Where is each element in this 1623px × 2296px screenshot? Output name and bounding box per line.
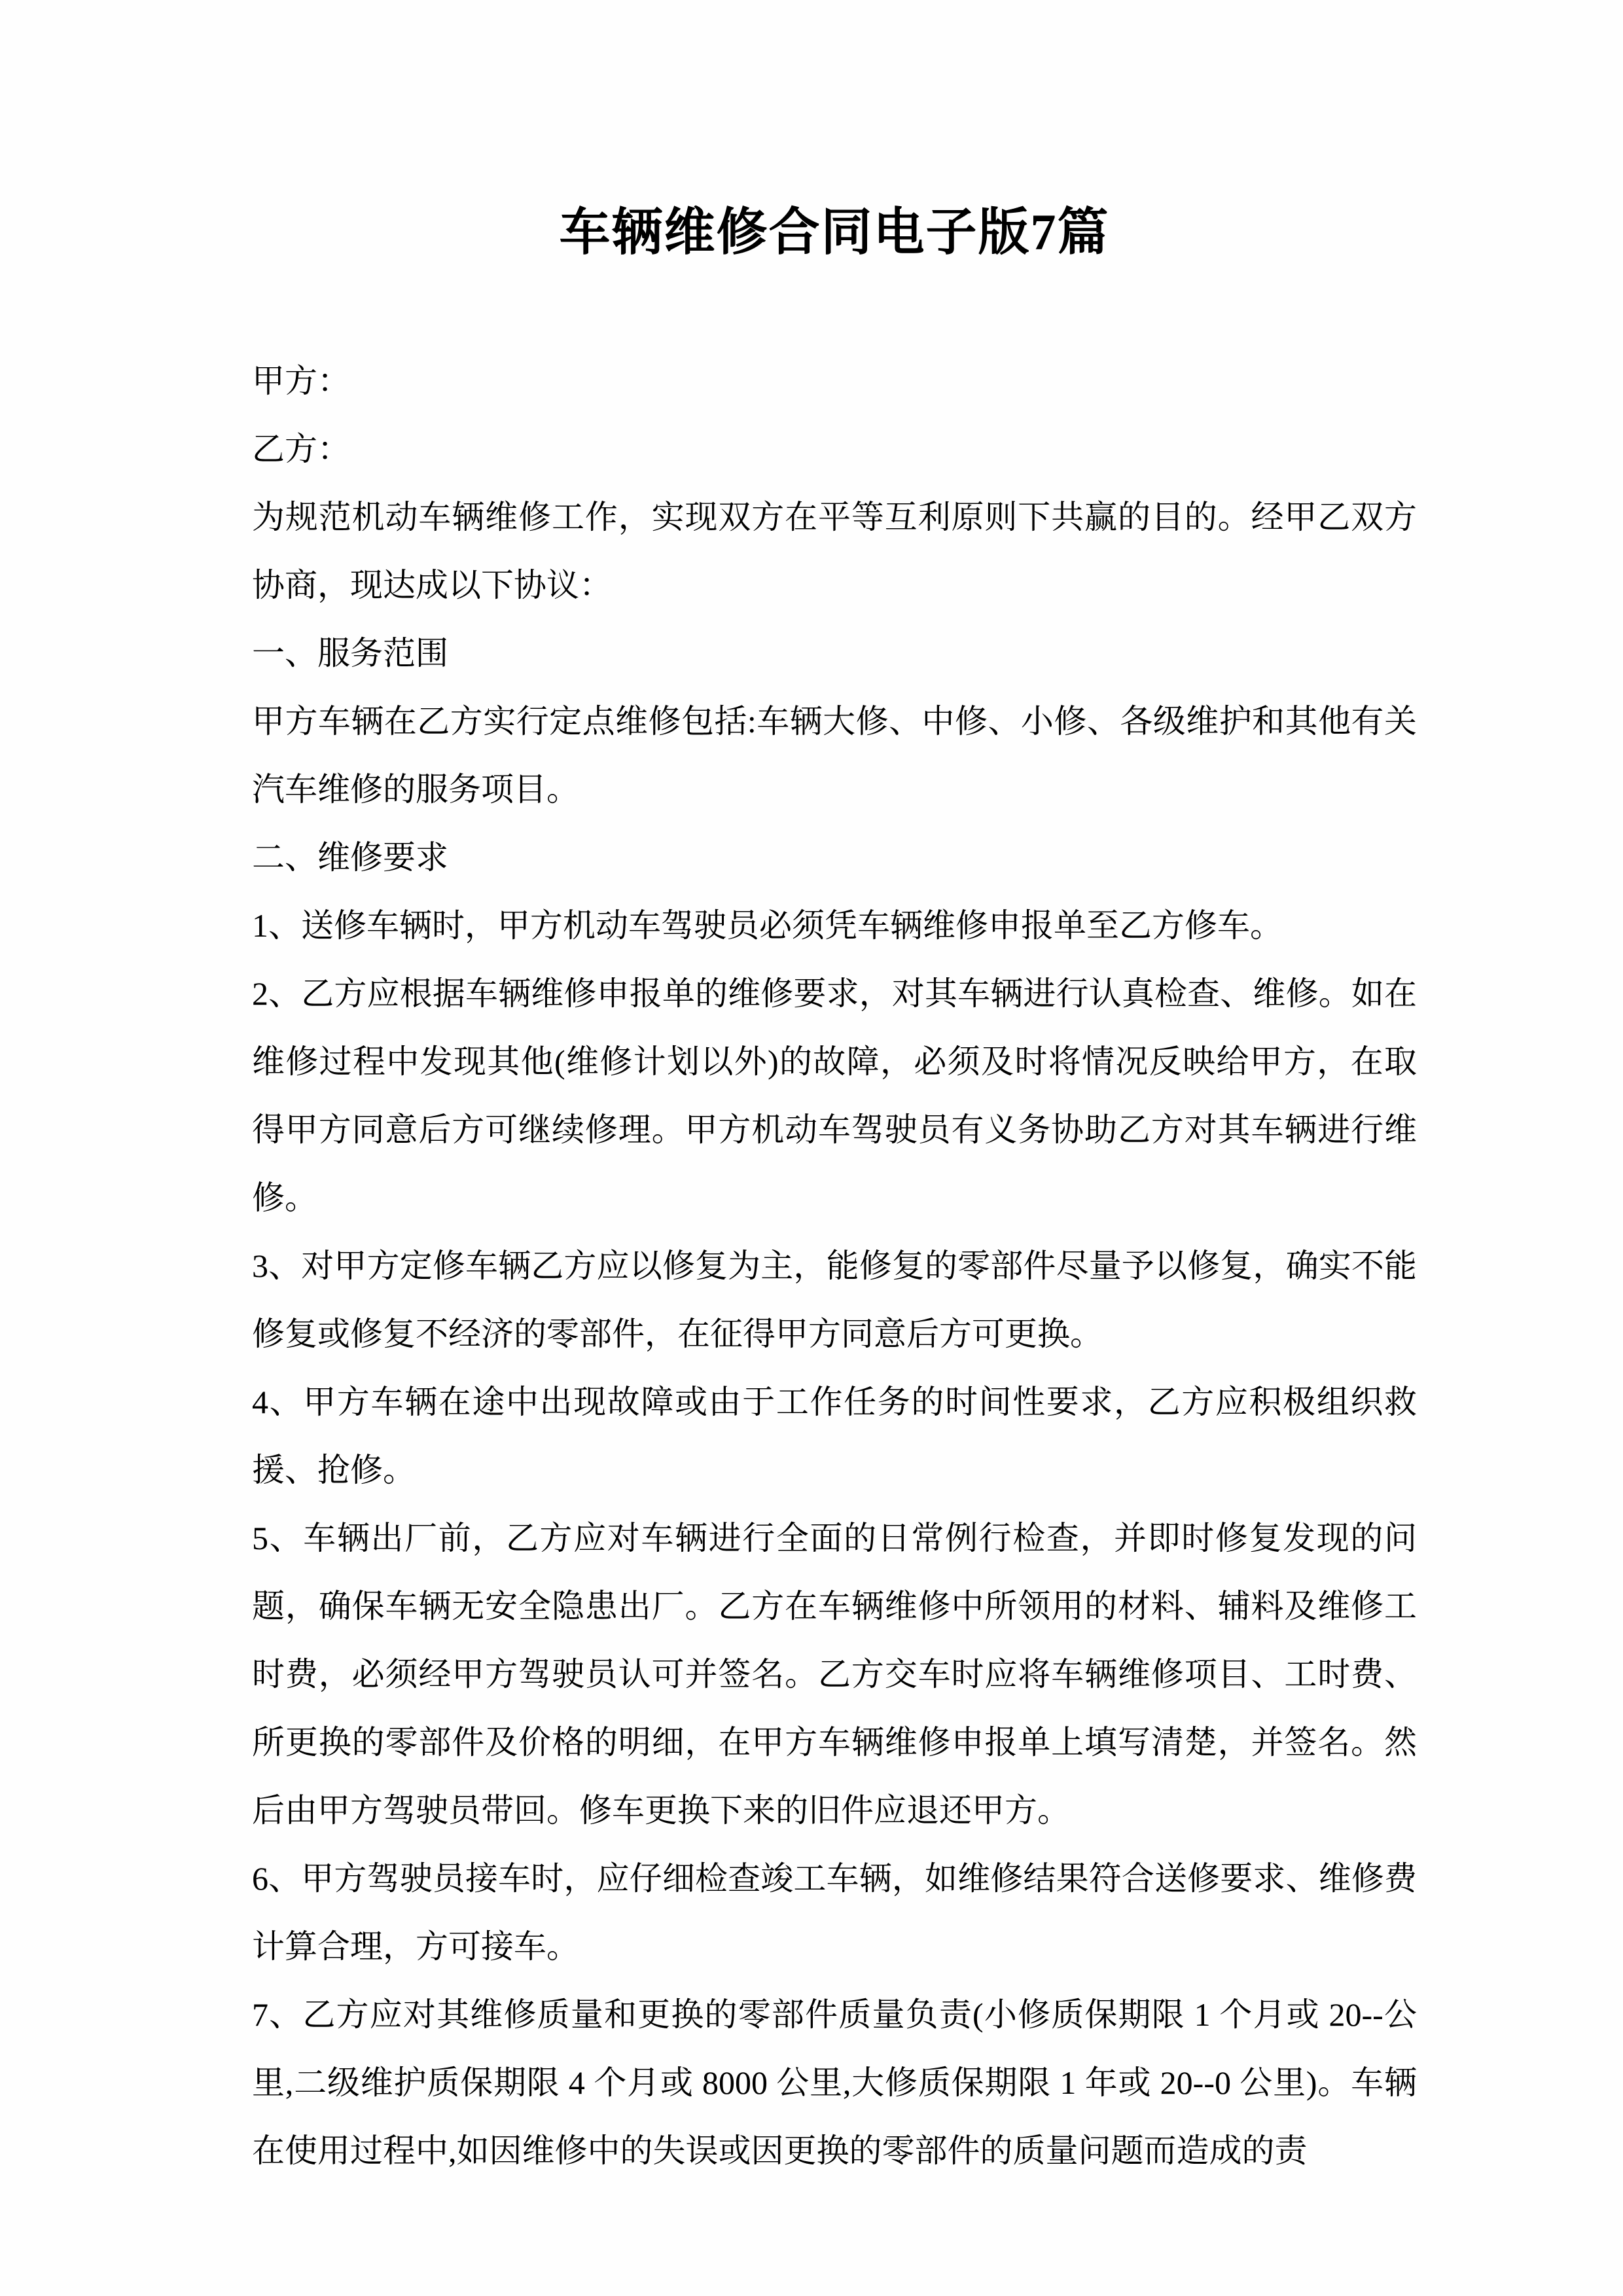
- paragraph: 甲方车辆在乙方实行定点维修包括:车辆大修、中修、小修、各级维护和其他有关汽车维修的服务项目。: [252, 703, 1417, 808]
- paragraph: 4、甲方车辆在途中出现故障或由于工作任务的时间性要求，乙方应积极组织救援、抢修。: [252, 1384, 1417, 1488]
- paragraph: 乙方：: [252, 431, 350, 467]
- paragraph: 2、乙方应根据车辆维修申报单的维修要求，对其车辆进行认真检查、维修。如在维修过程中发现其他(维修计划以外)的故障，必须及时将情况反映给甲方，在取得甲方同意后方可继续修理。甲方机动车驾驶员有义务协助乙方对其车辆进行维修。: [252, 975, 1417, 1216]
- paragraph: 为规范机动车辆维修工作，实现双方在平等互利原则下共赢的目的。经甲乙双方协商，现达成以下协议：: [252, 499, 1417, 603]
- paragraph: 7、乙方应对其维修质量和更换的零部件质量负责(小修质保期限 1 个月或 20--公里,二级维护质保期限 4 个月或 8000 公里,大修质保期限 1 年或 20--0 公里)。车辆在使用过程中,如因维修中的失误或因更换的零部件的质量问题而造成的责: [252, 1996, 1417, 2169]
- document-body: [252, 347, 1417, 2185]
- paragraph: 一、服务范围: [252, 635, 448, 672]
- paragraph: 5、车辆出厂前，乙方应对车辆进行全面的日常例行检查，并即时修复发现的问题，确保车辆无安全隐患出厂。乙方在车辆维修中所领用的材料、辅料及维修工时费，必须经甲方驾驶员认可并签名。乙方交车时应将车辆维修项目、工时费、所更换的零部件及价格的明细，在甲方车辆维修申报单上填写清楚，并签名。然后由甲方驾驶员带回。修车更换下来的旧件应退还甲方。: [252, 1520, 1417, 1829]
- document-title: 车辆维修合同电子版7篇: [559, 204, 1110, 260]
- paragraph: 甲方：: [252, 363, 350, 399]
- paragraph: 二、维修要求: [252, 839, 448, 876]
- paragraph: 1、送修车辆时，甲方机动车驾驶员必须凭车辆维修申报单至乙方修车。: [252, 907, 1283, 944]
- paragraph: 6、甲方驾驶员接车时，应仔细检查竣工车辆，如维修结果符合送修要求、维修费计算合理，方可接车。: [252, 1860, 1417, 1965]
- paragraph: 3、对甲方定修车辆乙方应以修复为主，能修复的零部件尽量予以修复，确实不能修复或修复不经济的零部件，在征得甲方同意后方可更换。: [252, 1247, 1417, 1352]
